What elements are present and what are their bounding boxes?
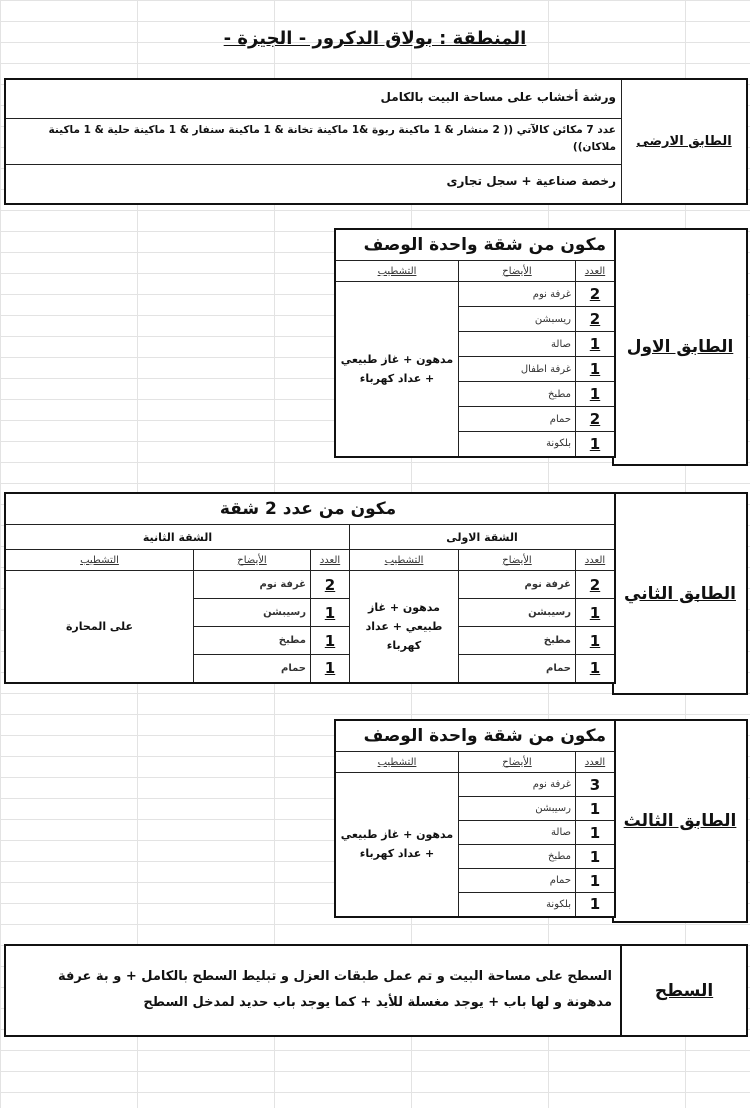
room-name: حمام: [194, 655, 311, 683]
second-floor-label-box: [612, 492, 748, 695]
room-count: 1: [576, 655, 616, 683]
room-count: 1: [311, 627, 350, 655]
room-count: 1: [576, 382, 616, 407]
column-header-rooms: الأيضاح: [194, 550, 311, 571]
first-floor-label-box: [612, 228, 748, 466]
room-count: 2: [576, 407, 616, 432]
roof-label: السطح: [620, 946, 746, 1035]
second-floor-heading: مكون من عدد 2 شقة: [5, 493, 615, 525]
apartment-2-finish: على المحارة: [5, 571, 194, 683]
room-name: صالة: [459, 332, 576, 357]
room-count: 1: [576, 869, 616, 893]
room-count: 1: [576, 432, 616, 457]
room-count: 2: [576, 282, 616, 307]
page-title: المنطقة : بولاق الدكرور - الجيزة -: [223, 28, 527, 49]
column-header-finish: التشطيب: [350, 550, 459, 571]
room-name: غرفة نوم: [194, 571, 311, 599]
third-floor-label-box: [612, 719, 748, 923]
ground-floor-line: رخصة صناعية + سجل تجارى: [446, 174, 616, 188]
room-count: 1: [576, 357, 616, 382]
column-header-rooms: الأيضاح: [459, 550, 576, 571]
first-floor-table: [334, 228, 616, 458]
room-count: 2: [576, 307, 616, 332]
ground-floor-line: ورشة أخشاب على مساحة البيت بالكامل: [380, 90, 616, 104]
room-count: 1: [576, 797, 616, 821]
room-count: 1: [576, 627, 616, 655]
room-name: مطبخ: [459, 627, 576, 655]
third-floor-label: الطابق الثالث: [623, 811, 737, 831]
room-name: غرفة اطفال: [459, 357, 576, 382]
apartment-1-title: الشقة الاولى: [350, 525, 616, 550]
room-name: حمام: [459, 655, 576, 683]
room-count: 1: [576, 599, 616, 627]
room-count: 1: [576, 893, 616, 917]
room-count: 1: [576, 845, 616, 869]
apartment-1-finish: مدهون + غاز طبيعي + عداد كهرباء: [350, 571, 459, 683]
room-count: 3: [576, 773, 616, 797]
third-floor-table: [334, 719, 616, 918]
room-count: 2: [311, 571, 350, 599]
ground-floor-section: [4, 78, 748, 205]
room-name: مطبخ: [459, 845, 576, 869]
column-header-count: العدد: [576, 261, 616, 282]
room-count: 1: [576, 332, 616, 357]
ground-floor-line: عدد 7 مكائن كالآتي (( 2 منشار & 1 ماكينة ربوة &1 ماكينة تخانة & 1 ماكينة سنفار & 1 ماكينة حلية & 1 ماكينة ملاكان)): [48, 124, 616, 153]
room-name: غرفة نوم: [459, 571, 576, 599]
column-header-rooms: الأيضاح: [459, 261, 576, 282]
room-name: بلكونة: [459, 893, 576, 917]
room-name: غرفة نوم: [459, 773, 576, 797]
room-name: ريسبشن: [459, 307, 576, 332]
room-count: 1: [311, 599, 350, 627]
room-name: مطبخ: [194, 627, 311, 655]
column-header-finish: التشطيب: [335, 752, 459, 773]
room-name: صالة: [459, 821, 576, 845]
room-name: غرفة نوم: [459, 282, 576, 307]
room-name: رسيبشن: [459, 599, 576, 627]
finish-description: مدهون + غاز طبيعي + عداد كهرباء: [335, 282, 459, 457]
room-count: 1: [576, 821, 616, 845]
ground-floor-label: الطابق الارضى: [621, 80, 746, 203]
finish-description: مدهون + غاز طبيعي + عداد كهرباء: [335, 773, 459, 917]
roof-description: السطح على مساحة البيت و تم عمل طبقات العزل و تبليط السطح بالكامل + و بة عرفة مدهونة و لها باب + يوجد مغسلة للأيد + كما يوجد باب حديد لمدخل السطح: [58, 969, 612, 1010]
room-name: مطبخ: [459, 382, 576, 407]
first-floor-heading: مكون من شقة واحدة الوصف: [335, 229, 615, 261]
first-floor-label: الطابق الاول: [626, 337, 734, 357]
room-name: رسيبشن: [194, 599, 311, 627]
column-header-count: العدد: [311, 550, 350, 571]
apartment-2-title: الشقة الثانية: [5, 525, 350, 550]
second-floor-label: الطابق الثاني: [624, 583, 736, 604]
room-name: بلكونة: [459, 432, 576, 457]
column-header-rooms: الأيضاح: [459, 752, 576, 773]
second-floor-table: [4, 492, 616, 684]
column-header-finish: التشطيب: [335, 261, 459, 282]
room-count: 2: [576, 571, 616, 599]
column-header-finish: التشطيب: [5, 550, 194, 571]
room-name: حمام: [459, 869, 576, 893]
room-name: حمام: [459, 407, 576, 432]
column-header-count: العدد: [576, 752, 616, 773]
column-header-count: العدد: [576, 550, 616, 571]
room-count: 1: [311, 655, 350, 683]
third-floor-heading: مكون من شقة واحدة الوصف: [335, 720, 615, 752]
roof-section: [4, 944, 748, 1037]
room-name: رسيبشن: [459, 797, 576, 821]
